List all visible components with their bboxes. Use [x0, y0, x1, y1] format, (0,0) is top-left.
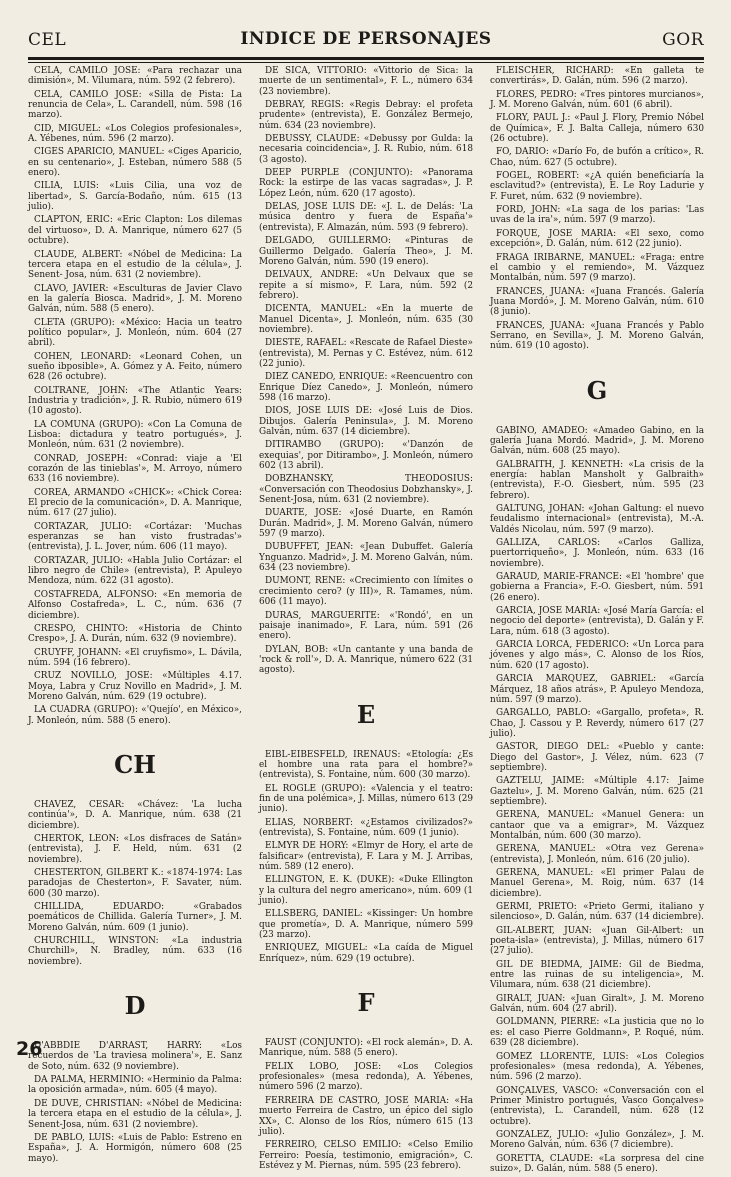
index-entry: ENRIQUEZ, MIGUEL: «La caída de Miguel Enríquez», núm. 629 (19 octubre). [259, 943, 473, 964]
index-entry: FERREIRO, CELSO EMILIO: «Celso Emilio Ferreiro: Poesía, testimonio, emigración», C. Estévez y M. Piernas, núm. 595 (23 febrero). [259, 1140, 473, 1171]
index-entry: COHEN, LEONARD: «Leonard Cohen, un sueño ibposible», A. Gómez y A. Feito, número 628 (26 octubre). [28, 351, 242, 383]
page-header [28, 26, 704, 56]
index-entry: COREA, ARMANDO «CHICK»: «Chick Corea: El precio de la comunicación», D. A. Manrique, núm. 617 (27 julio). [28, 487, 242, 519]
index-entry: GARAUD, MARIE-FRANCE: «El 'hombre' que gobierna a Francia», F.-O. Giesbert, núm. 591 (26 enero). [490, 572, 704, 603]
index-entry: FLORES, PEDRO: «Tres pintores murcianos», J. M. Moreno Galván, núm. 601 (6 abril). [490, 89, 704, 111]
index-entry: GERENA, MANUEL: «Otra vez Gerena» (entrevista), J. Monleón, núm. 616 (20 julio). [490, 844, 704, 865]
index-entry: CHURCHILL, WINSTON: «La industria Churchill», N. Bradley, núm. 633 (16 noviembre). [28, 936, 242, 967]
index-entry: DUARTE, JOSE: «José Duarte, en Ramón Durán. Madrid», J. M. Moreno Galván, número 597 (9 marzo). [259, 508, 473, 540]
index-column-middle [259, 66, 473, 1174]
index-entry: GALTUNG, JOHAN: «Johan Galtung: el nuevo feudalismo internacional» (entrevista), M.-A. Valdés Nicolau, núm. 597 (9 marzo). [490, 504, 704, 535]
index-entry: DUBUFFET, JEAN: «Jean Dubuffet. Galería Ynguanzo. Madrid», J. M. Moreno Galván, núm. 634 (23 noviembre). [259, 542, 473, 574]
index-entry: CELA, CAMILO JOSE: «Silla de Pista: La renuncia de Cela», L. Carandell, núm. 598 (16 marzo). [28, 89, 242, 121]
index-entry: DEBRAY, REGIS: «Regis Debray: el profeta prudente» (entrevista), E. González Bermejo, núm. 634 (23 noviembre). [259, 100, 473, 131]
index-entry: DUMONT, RENE: «Crecimiento con límites o crecimiento cero? (y III)», R. Tamames, núm. 606 (11 mayo). [259, 576, 473, 608]
section-letter-heading: CH [114, 749, 156, 779]
index-entry: FO, DARIO: «Darío Fo, de bufón a crítico», R. Chao, núm. 627 (5 octubre). [490, 147, 704, 168]
index-entry: FERREIRA DE CASTRO, JOSE MARIA: «Ha muerto Ferreira de Castro, un épico del siglo XX», C. Alonso de los Ríos, número 615 (13 julio). [259, 1095, 473, 1137]
index-entry: ELLINGTON, E. K. (DUKE): «Duke Ellington y la cultura del negro americano», núm. 609 (1 junio). [259, 875, 473, 907]
index-entry: FAUST (CONJUNTO): «El rock alemán», D. A. Manrique, núm. 588 (5 enero). [259, 1038, 473, 1059]
index-entry: LA COMUNA (GRUPO): «Con La Comuna de Lisboa: dictadura y teatro portugués», J. Monleón, núm. 631 (2 noviembre). [28, 419, 242, 451]
section-letter-heading: E [356, 699, 376, 729]
index-entry: FOGEL, ROBERT: «¿A quién beneficiaría la esclavitud?» (entrevista), E. Le Roy Ladurie y F. Furet, núm. 632 (9 noviembre). [490, 171, 704, 202]
index-entry: DIESTE, RAFAEL: «Rescate de Rafael Dieste» (entrevista), M. Pernas y C. Estévez, núm. 612 (22 junio). [259, 338, 473, 369]
index-entry: GARCIA LORCA, FEDERICO: «Un Lorca para jóvenes y algo más», C. Alonso de los Ríos, núm. 620 (17 agosto). [490, 640, 704, 671]
index-entry: DELGADO, GUILLERMO: «Pinturas de Guillermo Delgado. Galería Theo», J. M. Moreno Galván, núm. 590 (19 enero). [259, 236, 473, 267]
header-range-start: CEL [28, 30, 67, 50]
index-entry: ELMYR DE HORY: «Elmyr de Hory, el arte de falsificar» (entrevista), F. Lara y M. J. Arribas, núm. 589 (12 enero). [259, 841, 473, 872]
index-entry: GIRALT, JUAN: «Juan Giralt», J. M. Moreno Galván, núm. 604 (27 abril). [490, 993, 704, 1015]
page-number: 26 [16, 1038, 43, 1060]
index-entry: EL ROGLE (GRUPO): «Valencia y el teatro: fin de una polémica», J. Millas, número 613 (29 junio). [259, 783, 473, 815]
index-entry: FRANCES, JUANA: «Juana Francés. Galería Juana Mordó», J. M. Moreno Galván, núm. 610 (8 junio). [490, 286, 704, 318]
index-entry: DELVAUX, ANDRE: «Un Delvaux que se repite a sí mismo», F. Lara, núm. 592 (2 febrero). [259, 270, 473, 301]
index-entry: DOBZHANSKY, THEODOSIUS: «Conversación con Theodosius Dobzhansky», J. Senent-Josa, núm. 631 (2 noviembre). [259, 474, 473, 506]
index-entry: DIEZ CANEDO, ENRIQUE: «Reencuentro con Enrique Díez Canedo», J. Monleón, número 598 (16 marzo). [259, 372, 473, 403]
index-entry: CHERTOK, LEON: «Los disfraces de Satán» (entrevista), J. F. Held, núm. 631 (2 noviembre). [28, 833, 242, 865]
index-entry: GONZALEZ, JULIO: «Julio González», J. M. Moreno Galván, núm. 636 (7 diciembre). [490, 1129, 704, 1151]
index-entry: CRUYFF, JOHANN: «El cruyfismo», L. Dávila, núm. 594 (16 febrero). [28, 647, 242, 668]
index-entry: CHAVEZ, CESAR: «Chávez: 'La lucha continúa'», D. A. Manrique, núm. 638 (21 diciembre). [28, 799, 242, 831]
index-entry: DE PABLO, LUIS: «Luis de Pablo: Estreno en España», J. A. Hormigón, número 608 (25 mayo). [28, 1132, 242, 1164]
index-entry: GERENA, MANUEL: «Manuel Genera: un cantaor que va a emigrar», M. Vázquez Montalbán, núm. 600 (30 marzo). [490, 810, 704, 841]
index-entry: FORD, JOHN: «La saga de los parias: 'Las uvas de la ira'», núm. 597 (9 marzo). [490, 205, 704, 226]
index-entry: CELA, CAMILO JOSE: «Para rechazar una dimisión», M. Vilumara, núm. 592 (2 febrero). [28, 66, 242, 87]
index-entry: CID, MIGUEL: «Los Colegios profesionales», A. Yébenes, núm. 596 (2 marzo). [28, 123, 242, 145]
index-column-left [28, 66, 242, 1167]
index-entry: FRAGA IRIBARNE, MANUEL: «Fraga: entre el cambio y el remiendo», M. Vázquez Montalbán, núm. 597 (9 marzo). [490, 252, 704, 284]
index-entry: GOMEZ LLORENTE, LUIS: «Los Colegios profesionales» (mesa redonda), A. Yébenes, núm. 596 (2 marzo). [490, 1051, 704, 1083]
header-rule-thick [28, 57, 704, 60]
index-entry: ELIAS, NORBERT: «¿Estamos civilizados?» (entrevista), S. Fontaine, núm. 609 (1 junio). [259, 817, 473, 838]
index-entry: GARCIA, JOSE MARIA: «José María García: el negocio del deporte» (entrevista), D. Galán y F. Lara, núm. 618 (3 agosto). [490, 606, 704, 637]
index-entry: CRUZ NOVILLO, JOSE: «Múltiples 4.17. Moya, Labra y Cruz Novillo en Madrid», J. M. Moreno Galván, núm. 629 (19 octubre). [28, 671, 242, 702]
page-title: INDICE DE PERSONAJES [240, 29, 492, 49]
header-range-end: GOR [662, 30, 704, 50]
index-entry: CRESPO, CHINTO: «Historia de Chinto Crespo», J. A. Durán, núm. 632 (9 noviembre). [28, 623, 242, 645]
index-entry: CHESTERTON, GILBERT K.: «1874-1974: Las paradojas de Chesterton», F. Savater, núm. 600 (30 marzo). [28, 868, 242, 899]
index-entry: CILIA, LUIS: «Luis Cilia, una voz de libertad», S. García-Bodaño, núm. 615 (13 julio). [28, 181, 242, 213]
section-letter-heading: G [586, 375, 608, 405]
index-entry: DURAS, MARGUERITE: «'Rondó', en un paisaje inanimado», F. Lara, núm. 591 (26 enero). [259, 610, 473, 642]
index-entry: LA CUADRA (GRUPO): «'Quejío', en México», J. Monleón, núm. 588 (5 enero). [28, 705, 242, 726]
index-entry: FLEISCHER, RICHARD: «En galleta te convertirás», D. Galán, núm. 596 (2 marzo). [490, 66, 704, 87]
index-entry: GAZTELU, JAIME: «Múltiple 4.17: Jaime Gaztelu», J. M. Moreno Galván, núm. 625 (21 septiembre). [490, 776, 704, 807]
index-entry: FELIX LOBO, JOSE: «Los Colegios profesionales» (mesa redonda), A. Yébenes, número 596 (2 marzo). [259, 1061, 473, 1093]
index-entry: GALLIZA, CARLOS: «Carlos Galliza, puertorriqueño», J. Monleón, núm. 633 (16 noviembre). [490, 538, 704, 569]
section-letter-heading: F [357, 988, 375, 1018]
index-entry: GALBRAITH, J. KENNETH: «La crisis de la energía: hablan Mansholt y Galbraith» (entrevista), F.-O. Giesbert, núm. 595 (23 febrero). [490, 459, 704, 501]
index-entry: DICENTA, MANUEL: «En la muerte de Manuel Dicenta», J. Monleón, núm. 635 (30 noviembre). [259, 304, 473, 335]
index-entry: DEEP PURPLE (CONJUNTO): «Panorama Rock: la estirpe de las vacas sagradas», J. P. López León, núm. 620 (17 agosto). [259, 168, 473, 199]
index-entry: CLETA (GRUPO): «México: Hacia un teatro político popular», J. Monleón, núm. 604 (27 abril). [28, 317, 242, 349]
index-entry: GARCIA MARQUEZ, GABRIEL: «García Márquez, 18 años atrás», P. Apuleyo Mendoza, núm. 597 (9 marzo). [490, 674, 704, 705]
index-entry: GORETTA, CLAUDE: «La sorpresa del cine suizo», D. Galán, núm. 588 (5 enero). [490, 1153, 704, 1174]
index-entry: GOLDMANN, PIERRE: «La justicia que no lo es: el caso Pierre Goldmann», P. Roqué, núm. 639 (28 diciembre). [490, 1017, 704, 1049]
index-entry: GERMI, PRIETO: «Prieto Germi, italiano y silencioso», D. Galán, núm. 637 (14 diciembre). [490, 902, 704, 923]
index-entry: DE SICA, VITTORIO: «Vittorio de Sica: la muerte de un sentimental», F. L., número 634 (23 noviembre). [259, 66, 473, 97]
index-entry: GARGALLO, PABLO: «Gargallo, profeta», R. Chao, J. Cassou y P. Reverdy, número 617 (27 julio). [490, 708, 704, 739]
index-entry: DELAS, JOSE LUIS DE: «J. L. de Delás: 'La música dentro y fuera de España'» (entrevista), F. Almazán, núm. 593 (9 febrero). [259, 202, 473, 233]
index-entry: CLAVO, JAVIER: «Esculturas de Javier Clavo en la galería Biosca. Madrid», J. M. Moreno Galván, núm. 588 (5 enero). [28, 283, 242, 315]
index-entry: CLAPTON, ERIC: «Eric Clapton: Los dilemas del virtuoso», D. A. Manrique, número 627 (5 octubre). [28, 215, 242, 247]
index-entry: CONRAD, JOSEPH: «Conrad: viaje a 'El corazón de las tinieblas'», M. Arroyo, número 633 (16 noviembre). [28, 453, 242, 485]
index-entry: GASTOR, DIEGO DEL: «Pueblo y cante: Diego del Gastor», J. Vélez, núm. 623 (7 septiembre). [490, 742, 704, 773]
index-entry: FRANCES, JUANA: «Juana Francés y Pablo Serrano, en Sevilla», J. M. Moreno Galván, núm. 619 (10 agosto). [490, 320, 704, 352]
index-entry: COLTRANE, JOHN: «The Atlantic Years: Industria y tradición», J. R. Rubio, número 619 (10 agosto). [28, 385, 242, 417]
index-entry: EIBL-EIBESFELD, IRENAUS: «Etología: ¿Es el hombre una rata para el hombre?» (entrevista), S. Fontaine, núm. 600 (30 marzo). [259, 749, 473, 781]
index-entry: CORTAZAR, JULIO: «Habla Julio Cortázar: el libro negro de Chile» (entrevista), P. Apuleyo Mendoza, núm. 622 (31 agosto). [28, 555, 242, 587]
index-entry: GONÇALVES, VASCO: «Conversación con el Primer Ministro portugués, Vasco Gonçalves» (entrevista), L. Carandell, núm. 628 (12 octubre). [490, 1085, 704, 1127]
index-entry: CHILLIDA, EDUARDO: «Grabados poemáticos de Chillida. Galería Turner», J. M. Moreno Galván, núm. 609 (1 junio). [28, 902, 242, 933]
index-entry: DYLAN, BOB: «Un cantante y una banda de 'rock & roll'», D. A. Manrique, número 622 (31 agosto). [259, 644, 473, 676]
index-entry: GIL-ALBERT, JUAN: «Juan Gil-Albert: un poeta-isla» (entrevista), J. Millas, número 617 (27 julio). [490, 925, 704, 957]
index-entry: CIGES APARICIO, MANUEL: «Ciges Aparicio, en su centenario», J. Esteban, número 588 (5 enero). [28, 147, 242, 179]
section-letter-heading: D [124, 991, 146, 1021]
index-entry: GERENA, MANUEL: «El primer Palau de Manuel Gerena», M. Roig, núm. 637 (14 diciembre). [490, 868, 704, 899]
index-entry: FORQUE, JOSE MARIA: «El sexo, como excepción», D. Galán, núm. 612 (22 junio). [490, 228, 704, 250]
index-entry: GIL DE BIEDMA, JAIME: Gil de Biedma, entre las ruinas de su inteligencia», M. Vilumara, núm. 638 (21 diciembre). [490, 959, 704, 991]
index-entry: DA PALMA, HERMINIO: «Herminio da Palma: la oposición armada», núm. 605 (4 mayo). [28, 1075, 242, 1096]
index-entry: DITIRAMBO (GRUPO): «'Danzón de exequias', por Ditirambo», J. Monleón, número 602 (13 abril). [259, 440, 473, 472]
index-entry: D'ABBDIE D'ARRAST, HARRY: «Los recuerdos de 'La traviesa molinera'», E. Sanz de Soto, núm. 632 (9 noviembre). [28, 1041, 242, 1072]
index-entry: DEBUSSY, CLAUDE: «Debussy por Gulda: la necesaria coincidencia», J. R. Rubio, núm. 618 (3 agosto). [259, 134, 473, 165]
index-column-right [490, 66, 704, 1177]
index-entry: ELLSBERG, DANIEL: «Kissinger: Un hombre que prometía», D. A. Manrique, número 599 (23 marzo). [259, 909, 473, 941]
index-entry: GABINO, AMADEO: «Amadeo Gabino, en la galería Juana Mordó. Madrid», J. M. Moreno Galván, núm. 608 (25 mayo). [490, 425, 704, 457]
index-entry: DIOS, JOSE LUIS DE: «José Luis de Dios. Dibujos. Galería Peninsula», J. M. Moreno Galván, núm. 637 (14 diciembre). [259, 406, 473, 437]
index-entry: CLAUDE, ALBERT: «Nóbel de Medicina: La tercera etapa en el estudio de la célula», J. Senent- Josa, núm. 631 (2 noviembre). [28, 249, 242, 281]
index-entry: CORTAZAR, JULIO: «Cortázar: 'Muchas esperanzas se han visto frustradas'» (entrevista), J. L. Jover, núm. 606 (11 mayo). [28, 521, 242, 553]
index-entry: FLORY, PAUL J.: «Paul J. Flory, Premio Nóbel de Química», F. J. Balta Calleja, número 630 (26 octubre). [490, 113, 704, 145]
header-rule-thin [28, 62, 704, 63]
index-entry: DE DUVE, CHRISTIAN: «Nóbel de Medicina: la tercera etapa en el estudio de la célula», J. Senent-Josa, núm. 631 (2 noviembre). [28, 1098, 242, 1130]
index-entry: COSTAFREDA, ALFONSO: «En memoria de Alfonso Costafreda», L. C., núm. 636 (7 diciembre). [28, 589, 242, 621]
